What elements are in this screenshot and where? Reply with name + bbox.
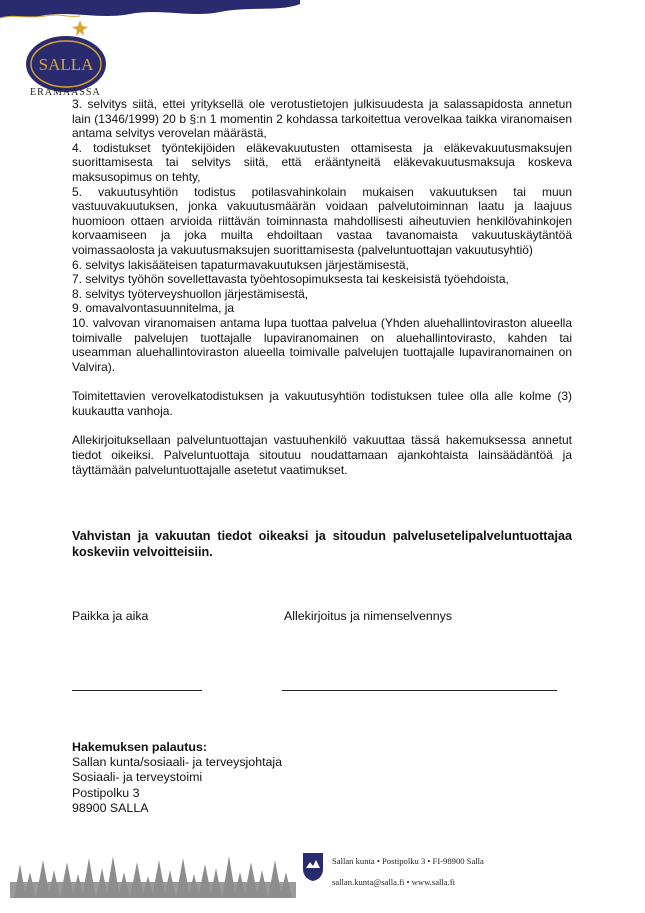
list-item-10: 10. valvovan viranomaisen antama lupa tuottaa palvelua (Yhden aluehallintoviraston alueella toimivalle palvelujen tuottajalle lupaviranomainen on aluehallintovirasto, kahden tai useamman aluehallintoviraston alueella toimivalle palvelujen tuottajalle lupaviranomainen on Valvira). — [72, 315, 572, 374]
forest-silhouette — [10, 852, 296, 898]
return-line: 98900 SALLA — [72, 800, 149, 815]
return-line: Postipolku 3 — [72, 785, 140, 800]
list-item-3: 3. selvitys siitä, ettei yrityksellä ole verotustietojen julkisuudesta ja salassapidosta annetun lain (1346/1999) 20 b §:n 1 momentin 2 kohdassa tarkoitettua verovelkaa taikka viranomaisen antama selvitys verovelan määrästä, — [72, 97, 572, 141]
place-date-line — [72, 690, 202, 691]
list-item-4: 4. todistukset työntekijöiden eläkevakuutusten ottamisesta ja eläkevakuutusmaksujen suorittamisesta tai selvitys siitä, että erääntyneitä eläkevakuutusmaksuja koskeva maksusopimus on tehty, — [72, 140, 572, 184]
footer-address: Sallan kunta • Postipolku 3 • FI-98900 Salla — [332, 856, 484, 866]
confirmation-statement: Vahvistan ja vakuutan tiedot oikeaksi ja sitoudun palvelusetelipalveluntuottajaa koskeviin velvoitteisiin. — [72, 529, 572, 559]
list-item-6: 6. selvitys lakisääteisen tapaturmavakuutuksen järjestämisestä, — [72, 257, 409, 272]
paragraph-signature-declaration: Allekirjoituksellaan palveluntuottajan vastuuhenkilö vakuuttaa tässä hakemuksessa annetut tiedot oikeiksi. Palveluntuottaja sitoutuu noudattamaan ajankohtaista lainsäädäntöä ja täyttämään palveluntuottajalle asetetut vaatimukset. — [72, 433, 572, 477]
list-item-7: 7. selvitys työhön sovellettavasta työehtosopimuksesta tai keskeisistä työehdoista, — [72, 272, 509, 287]
footer-contact: sallan.kunta@salla.fi • www.salla.fi — [332, 877, 456, 887]
return-line: Sallan kunta/sosiaali- ja terveysjohtaja — [72, 755, 283, 770]
municipal-crest-icon — [302, 852, 324, 882]
list-item-9: 9. omavalvontasuunnitelma, ja — [72, 301, 235, 316]
salla-logo — [22, 18, 110, 96]
return-address — [72, 740, 282, 816]
star-icon — [72, 20, 88, 36]
return-title: Hakemuksen palautus: — [72, 740, 207, 754]
logo-motto: ERÄMAASSA — [30, 87, 101, 98]
signature-line — [282, 690, 557, 691]
place-date-label: Paikka ja aika — [72, 609, 149, 623]
list-item-8: 8. selvitys työterveyshuollon järjestämisestä, — [72, 286, 309, 301]
logo-text: SALLA — [38, 55, 94, 74]
list-item-5: 5. vakuutusyhtiön todistus potilasvahinkolain mukaisen vakuutuksen tai muun vastuuvakuutuksen, jonka vakuutusmäärän voidaan palvelutoiminnan laatu ja laajuus huomioon ottaen arvioida riittävän toiminnasta mahdollisesti aiheutuvien henkilövahinkojen korvaamiseen ja joka muilta ehdoiltaan vastaa tavanomaista vakuutuskäytäntöä voimassaolosta ja vakuutusmaksujen suorittamisesta (palveluntuottajan vakuutusyhtiö) — [72, 184, 572, 257]
return-line: Sosiaali- ja terveystoimi — [72, 770, 203, 785]
document-body — [72, 97, 572, 477]
paragraph-certificate-age: Toimitettavien verovelkatodistuksen ja vakuutusyhtiön todistuksen tulee olla alle kolme (3) kuukautta vanhoja. — [72, 389, 572, 418]
signature-label: Allekirjoitus ja nimenselvennys — [284, 609, 453, 623]
